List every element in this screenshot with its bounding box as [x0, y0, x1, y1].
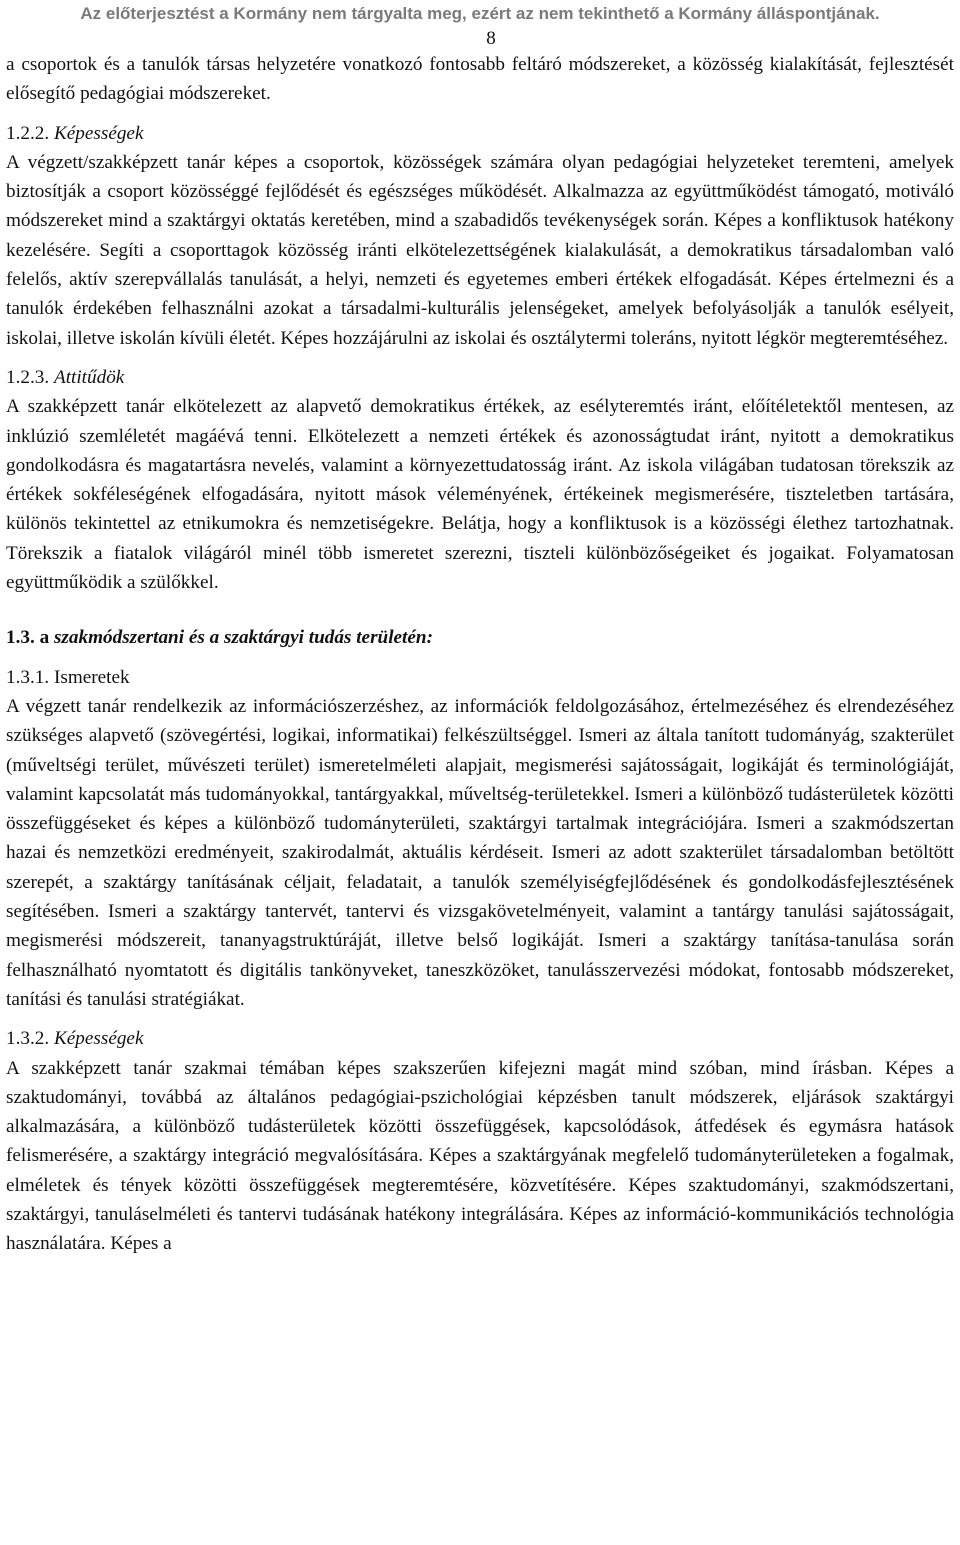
intro-paragraph: a csoportok és a tanulók társas helyzetére vonatkozó fontosabb feltáró módszereket, a közösség kialakítását, fejlesztését elősegítő pedagógiai módszereket.	[6, 54, 954, 105]
section-number: 1.3.	[6, 627, 35, 649]
section-1-3-1-text: A végzett tanár rendelkezik az információszerzéshez, az információk feldolgozásához, értelmezéséhez és elrendezéséhez szükséges alapvető (szövegértési, logikai, informatikai) felkészültséggel. Ismeri az általa tanított tudományág, szakterület (műveltségi terület, művészeti terület) ismeretelméleti alapjait, megismerési sajátosságait, logikáját és terminológiáját, valamint kapcsolatát más tudományokkal, tantárgyakkal, műveltség-területekkel. Ismeri a különböző tudásterületek közötti összefüggéseket és képes a különböző tudományterületi, szaktárgyi tartalmak integrációjára. Ismeri a szakmódszertan hazai és nemzetközi eredményeit, szakirodalmát, aktuális kérdéseit. Ismeri az adott szakterület társadalomban betöltött szerepét, a szaktárgy tanításának céljait, feladatait, a tanulók személyiségfejlődésének és gondolkodásfejlesztésének segítésében. Ismeri a szaktárgy tantervét, tantervi és vizsgakövetelményeit, valamint a tantárgy tanulási sajátosságait, megismerési módszereit, tananyagstruktúráját, illetve belső logikáját. Ismeri a szaktárgy tanítása-tanulása során felhasználható nyomtatott és digitális tankönyveket, taneszközöket, tanulásszervezési módokat, fontosabb módszereket, tanítási és tanulási stratégiákat.	[6, 695, 954, 1010]
section-1-3-1-heading	[6, 663, 954, 692]
section-title: Képességek	[53, 1028, 144, 1050]
section-1-3-2-text: A szakképzett tanár szakmai témában képes szakszerűen kifejezni magát mind szóban, mind írásban. Képes a szaktudományi, továbbá az általános pedagógiai-pszichológiai képzésben tanult módszerek, eljárások szaktárgyi alkalmazására, a különböző tudásterületek közötti összefüggések, kapcsolódások, átfedések és egymásra hatások felismerésére, a szaktárgy integráció megvalósítására. Képes a szaktárgyának megfelelő tudományterületeken a fogalmak, elméletek és tények közötti összefüggések megteremtésére, közvetítésére. Képes szaktudományi, szakmódszertani, szaktárgyi, tanuláselméleti és tantervi tudásának hatékony integrálására. Képes az információ-kommunikációs technológia használatára. Képes a	[6, 1057, 954, 1255]
section-number: 1.3.2.	[6, 1028, 50, 1050]
section-1-3-2-heading	[6, 1024, 954, 1053]
section-title: Ismeretek	[53, 666, 130, 688]
section-number: 1.3.1.	[6, 666, 50, 688]
section-prefix: a	[39, 627, 50, 649]
section-1-3-heading	[6, 623, 954, 652]
section-1-2-3-text: A szakképzett tanár elkötelezett az alapvető demokratikus értékek, az esélyteremtés iránt, előítéletektől mentesen, az inklúzió szemléletét magáévá tenni. Elkötelezett a nemzeti értékek és azonosságtudat iránt, nyitott a demokratikus gondolkodásra és magatartásra nevelés, valamint a környezettudatosság iránt. Az iskola világában tudatosan törekszik az értékek sokféleségének elfogadására, nyitott mások véleményének, értékeinek megismerésére, tiszteletben tartására, különös tekintettel az etnikumokra és nemzetiségekre. Belátja, hogy a konfliktusok is a közösségi élethez tartozhatnak. Törekszik a fiatalok világáról minél több ismeretet szerezni, tiszteli különbözőségeiket és jogaikat. Folyamatosan együttműködik a szülőkkel.	[6, 396, 954, 594]
section-1-2-2-text: A végzett/szakképzett tanár képes a csoportok, közösségek számára olyan pedagógiai helyzeteket teremteni, amelyek biztosítják a csoport közösséggé fejlődését és egészséges működését. Alkalmazza az együttműködést támogató, motiváló módszereket mind a szaktárgyi oktatás keretében, mind a szabadidős tevékenységek során. Képes a konfliktusok hatékony kezelésére. Segíti a csoporttagok közösség iránti elkötelezettségének kialakulását, a demokratikus társadalomban való felelős, aktív szerepvállalás tanulását, a helyi, nemzeti és egyetemes emberi értékek elfogadását. Képes értelmezni és a tanulók érdekében felhasználni azokat a társadalmi-kulturális jelenségeket, amelyek befolyásolják a tanulók esélyeit, iskolai, illetve iskolán kívüli életét. Képes hozzájárulni az iskolai és osztálytermi toleráns, nyitott légkör megteremtéséhez.	[6, 151, 954, 349]
disclaimer-header: Az előterjesztést a Kormány nem tárgyalta meg, ezért az nem tekinthető a Kormány álláspontjának.	[80, 4, 880, 23]
section-1-2-3-heading	[6, 363, 954, 392]
section-title: szakmódszertani és a szaktárgyi tudás területén:	[53, 627, 433, 649]
section-number: 1.2.2.	[6, 122, 50, 144]
section-1-2-2-heading	[6, 119, 954, 148]
section-title: Attitűdök	[53, 366, 125, 388]
section-number: 1.2.3.	[6, 366, 50, 388]
section-title: Képességek	[53, 122, 144, 144]
page-number: 8	[486, 28, 496, 49]
